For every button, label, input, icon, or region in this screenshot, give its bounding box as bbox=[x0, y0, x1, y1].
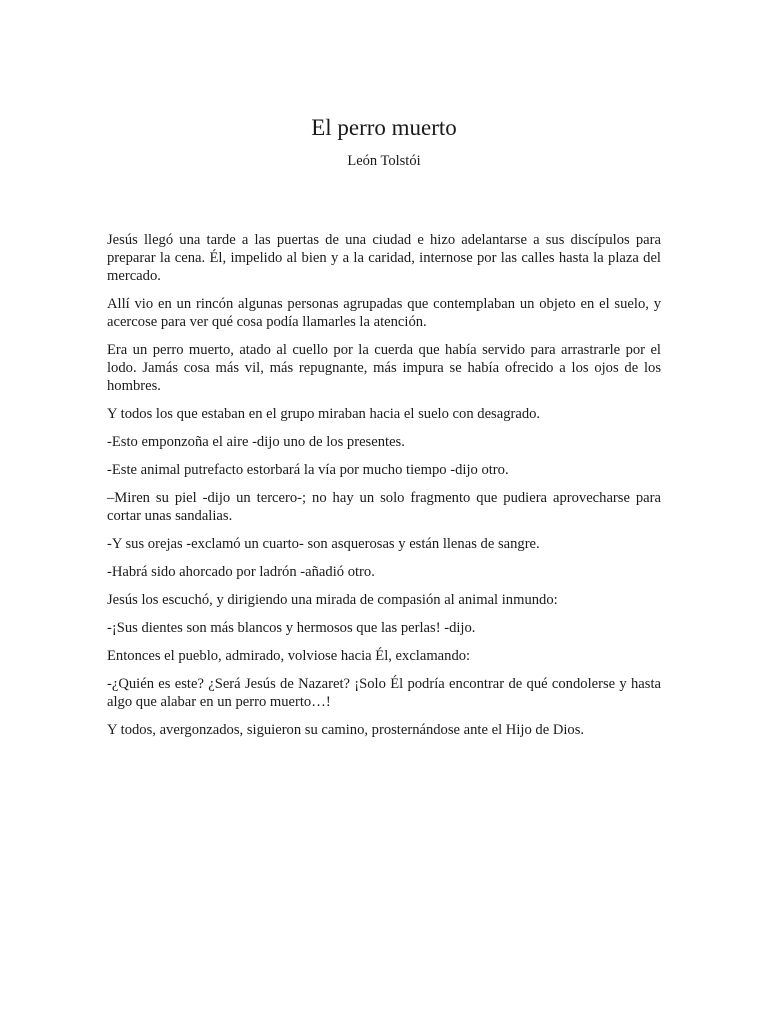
document-title: El perro muerto bbox=[311, 115, 457, 140]
paragraph: Jesús llegó una tarde a las puertas de una ciudad e hizo adelantarse a sus discípulos para preparar la cena. Él, impelido al bien y a la caridad, internose por las calles hasta la plaza del mercado. bbox=[107, 232, 661, 284]
paragraph: Entonces el pueblo, admirado, volviose hacia Él, exclamando: bbox=[107, 648, 471, 664]
paragraph: -Este animal putrefacto estorbará la vía por mucho tiempo -dijo otro. bbox=[107, 462, 509, 478]
paragraph: -¿Quién es este? ¿Será Jesús de Nazaret? ¡Solo Él podría encontrar de qué condolerse y hasta algo que alabar en un perro muerto…! bbox=[107, 676, 661, 710]
paragraph: Jesús los escuchó, y dirigiendo una mirada de compasión al animal inmundo: bbox=[107, 592, 558, 608]
paragraph: -¡Sus dientes son más blancos y hermosos que las perlas! -dijo. bbox=[107, 620, 476, 636]
paragraph: Y todos los que estaban en el grupo miraban hacia el suelo con desagrado. bbox=[107, 406, 541, 422]
document-body bbox=[107, 231, 661, 749]
paragraph: –Miren su piel -dijo un tercero-; no hay un solo fragmento que pudiera aprovecharse para cortar unas sandalias. bbox=[107, 490, 661, 524]
paragraph: -Esto emponzoña el aire -dijo uno de los presentes. bbox=[107, 434, 405, 450]
paragraph: Allí vio en un rincón algunas personas agrupadas que contemplaban un objeto en el suelo, y acercose para ver qué cosa podía llamarles la atención. bbox=[107, 296, 661, 330]
paragraph: Y todos, avergonzados, siguieron su camino, prosternándose ante el Hijo de Dios. bbox=[107, 722, 585, 738]
paragraph: Era un perro muerto, atado al cuello por la cuerda que había servido para arrastrarle por el lodo. Jamás cosa más vil, más repugnante, más impura se había ofrecido a los ojos de los hombres. bbox=[107, 342, 661, 394]
paragraph: -Habrá sido ahorcado por ladrón -añadió otro. bbox=[107, 564, 375, 580]
paragraph: -Y sus orejas -exclamó un cuarto- son asquerosas y están llenas de sangre. bbox=[107, 536, 540, 552]
document-author: León Tolstói bbox=[347, 153, 421, 169]
